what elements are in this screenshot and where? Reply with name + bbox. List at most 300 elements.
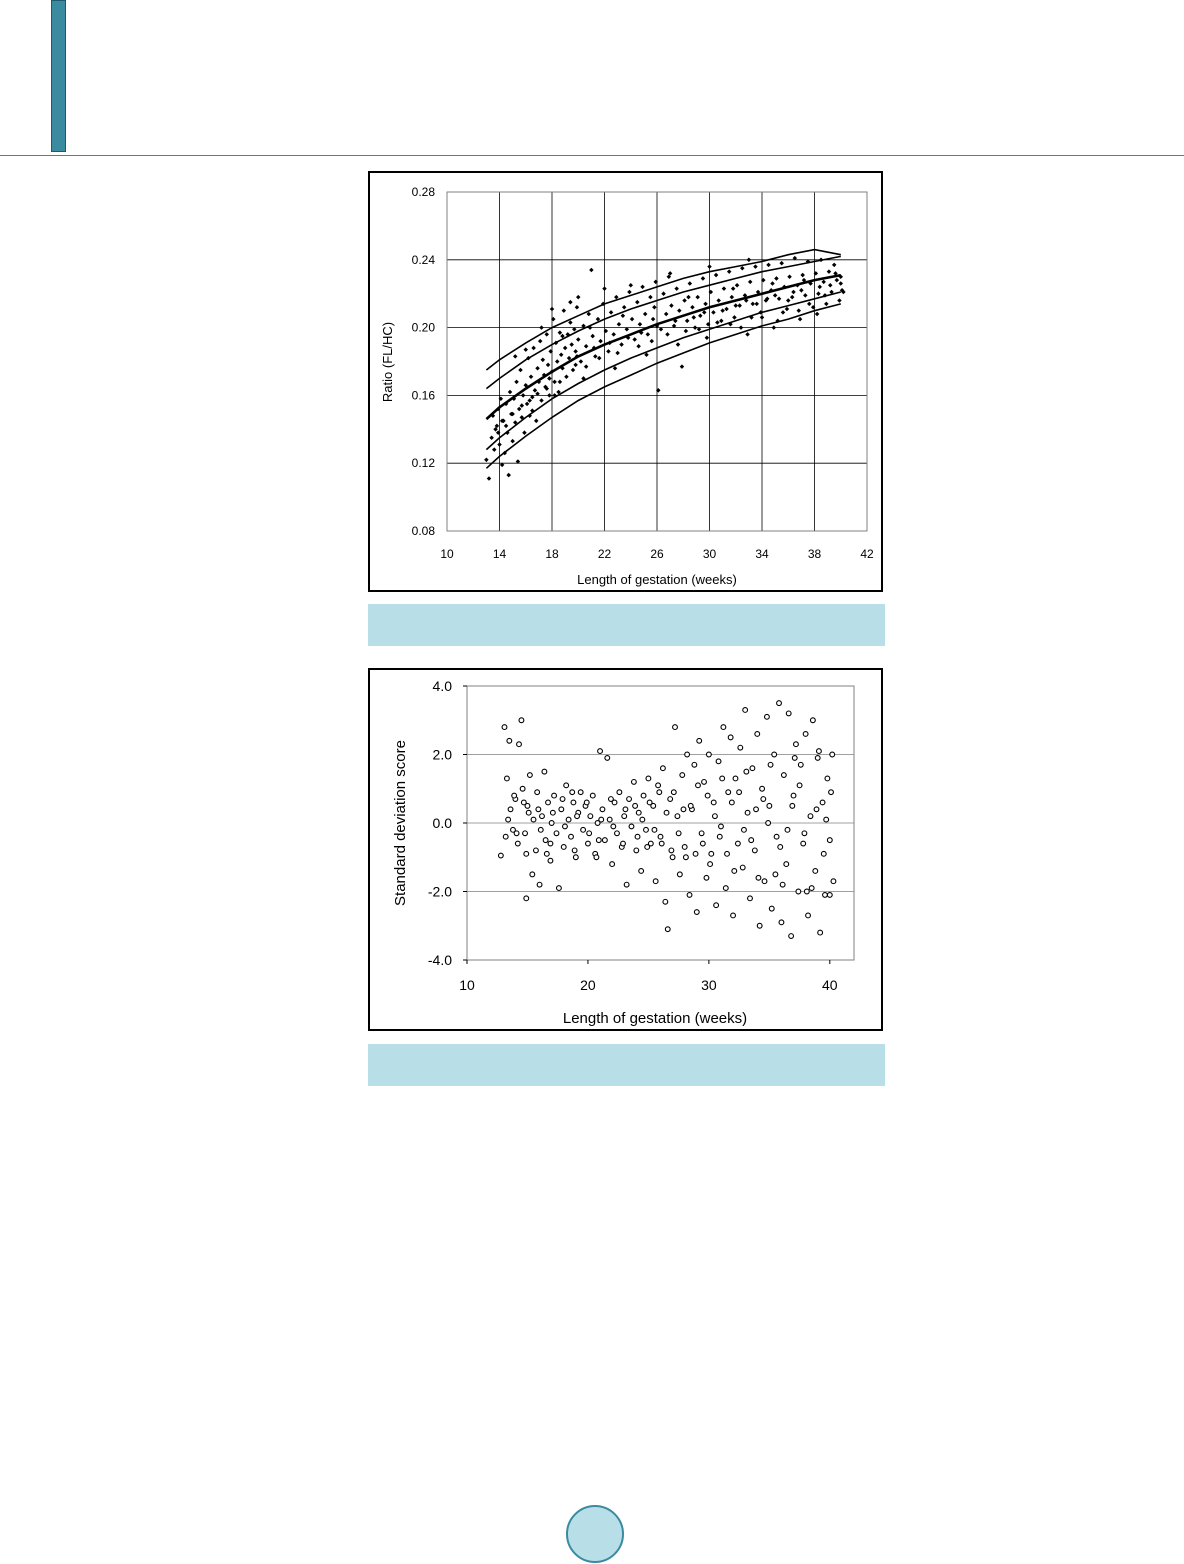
data-point [514,380,519,385]
data-point [800,273,805,278]
data-point [693,325,698,330]
data-point [593,354,598,359]
data-point [502,725,507,730]
x-tick-label: 10 [440,547,454,561]
data-point [770,281,775,286]
data-point [754,807,759,812]
data-point [566,817,571,822]
data-point [739,325,744,330]
data-point [633,803,638,808]
x-tick-label: 30 [701,977,717,993]
data-point [669,848,674,853]
y-tick-label: 4.0 [432,678,452,694]
data-point [832,263,837,268]
data-point [779,261,784,266]
data-point [664,312,669,317]
data-point [798,317,803,322]
y-tick-label: 0.16 [411,388,435,403]
data-point [796,308,801,313]
y-tick-label: 0.08 [411,524,435,538]
data-point [745,810,750,815]
data-point [726,790,731,795]
data-point [716,298,721,303]
data-point [598,339,603,344]
y-axis-label: Ratio (FL/HC) [380,321,395,403]
data-point [730,295,735,300]
data-point [791,793,796,798]
data-point [797,783,802,788]
data-point [720,308,725,313]
data-point [621,313,626,318]
x-tick-label: 38 [807,547,822,561]
data-point [711,800,716,805]
data-point [547,393,552,398]
y-tick-label: -2.0 [427,883,452,900]
data-point [646,776,651,781]
data-point [534,848,539,853]
data-point [504,424,509,429]
data-point [539,398,544,403]
data-point [497,442,502,447]
data-point [564,374,569,379]
data-point [635,834,640,839]
data-point [527,773,532,778]
data-point [686,295,691,300]
data-point [543,838,548,843]
data-point [824,817,829,822]
y-tick-label: 0.20 [411,320,435,335]
data-point [487,476,492,481]
data-point [761,797,766,802]
data-point [781,773,786,778]
percentile-curve [486,304,840,468]
data-point [649,339,654,344]
data-point [748,280,753,285]
data-point [766,821,771,826]
data-point [661,766,666,771]
data-point [698,313,703,318]
data-point [814,807,819,812]
data-point [579,359,584,364]
data-point [677,872,682,877]
data-point [751,302,756,307]
data-point [705,336,710,341]
data-point [611,332,616,337]
data-point [769,906,774,911]
data-point [727,269,732,274]
data-point [675,814,680,819]
data-point [787,274,792,279]
data-point [524,851,529,856]
data-point [571,368,576,373]
data-point [535,366,540,371]
data-point [559,352,564,357]
data-point [798,762,803,767]
data-point [575,305,580,310]
data-point [606,349,611,354]
data-point [508,390,513,395]
data-point [578,790,583,795]
x-tick-label: 18 [545,547,559,561]
data-point [790,295,795,300]
data-point [507,738,512,743]
data-point [611,824,616,829]
data-point [732,315,737,320]
data-point [560,797,565,802]
data-point [731,913,736,918]
data-point [742,827,747,832]
data-point [778,845,783,850]
header-divider [0,155,1184,156]
data-point [627,290,632,295]
data-point [561,845,566,850]
data-point [820,800,825,805]
data-point [621,841,626,846]
data-point [600,807,605,812]
data-point [732,869,737,874]
data-point [692,762,697,767]
data-point [786,298,791,303]
data-point [774,834,779,839]
data-point [661,291,666,296]
data-point [729,800,734,805]
data-point [802,831,807,836]
data-point [824,302,829,307]
data-point [738,745,743,750]
data-point [581,827,586,832]
data-point [740,266,745,271]
data-point [827,893,832,898]
data-point [624,882,629,887]
data-point [640,817,645,822]
data-point [733,303,738,308]
data-point [760,315,765,320]
data-point [656,783,661,788]
data-point [665,332,670,337]
data-point [632,337,637,342]
data-point [748,896,753,901]
data-point [636,344,641,349]
data-point [702,780,707,785]
data-point [740,865,745,870]
data-point [721,725,726,730]
data-point [584,344,589,349]
data-point [559,807,564,812]
data-point [557,886,562,891]
data-point [597,356,602,361]
figure-caption-bar-2 [368,1044,885,1086]
median-curve [486,275,840,419]
y-tick-label: 0.0 [432,815,452,831]
data-point [715,320,720,325]
data-point [549,821,554,826]
data-point [829,790,834,795]
data-point [558,380,563,385]
data-point [777,297,782,302]
data-point [673,725,678,730]
data-point [810,718,815,723]
data-point [570,790,575,795]
data-point [828,283,833,288]
data-point [813,869,818,874]
data-point [745,332,750,337]
data-point [564,783,569,788]
data-point [791,290,796,295]
data-point [542,769,547,774]
data-point [513,354,518,359]
data-point [682,845,687,850]
data-point [573,855,578,860]
data-point [530,872,535,877]
data-point [735,283,740,288]
data-point [747,258,752,263]
data-point [634,848,639,853]
data-point [569,342,574,347]
data-point [589,268,594,273]
data-point [830,752,835,757]
data-point [681,807,686,812]
data-point [697,738,702,743]
data-point [687,893,692,898]
data-point [683,855,688,860]
data-point [640,285,645,290]
ratio-scatter-svg [370,173,881,590]
data-point [489,436,494,441]
data-point [508,807,513,812]
data-point [584,800,589,805]
data-point [737,303,742,308]
data-point [554,831,559,836]
data-point [544,332,549,337]
data-point [819,258,824,263]
data-point [714,273,719,278]
data-point [688,281,693,286]
data-point [653,879,658,884]
data-point [818,930,823,935]
sds-scatter-chart [368,668,883,1031]
data-point [657,790,662,795]
data-point [794,742,799,747]
data-point [743,708,748,713]
data-point [510,439,515,444]
data-point [790,803,795,808]
data-point [760,786,765,791]
data-point [682,298,687,303]
data-point [685,752,690,757]
data-point [538,339,543,344]
data-point [779,920,784,925]
data-point [725,851,730,856]
data-point [728,735,733,740]
data-point [576,337,581,342]
data-point [605,756,610,761]
data-point [517,407,522,412]
data-point [680,364,685,369]
data-point [821,851,826,856]
data-point [806,913,811,918]
data-point [784,862,789,867]
data-point [720,776,725,781]
data-point [801,841,806,846]
data-point [707,264,712,269]
data-point [531,346,536,351]
x-tick-label: 14 [492,547,507,561]
data-point [756,875,761,880]
data-point [525,402,530,407]
data-point [693,851,698,856]
data-point [750,766,755,771]
data-point [641,793,646,798]
data-point [506,473,511,478]
data-point [789,934,794,939]
data-point [512,793,517,798]
data-point [492,447,497,452]
data-point [695,295,700,300]
data-point [690,305,695,310]
data-point [658,834,663,839]
data-point [719,824,724,829]
data-point [773,872,778,877]
data-point [514,831,519,836]
data-point [663,899,668,904]
data-point [541,358,546,363]
data-point [531,817,536,822]
data-point [572,848,577,853]
data-point [629,824,634,829]
data-point [808,814,813,819]
data-point [755,732,760,737]
data-point [777,701,782,706]
data-point [607,817,612,822]
data-point [546,363,551,368]
x-tick-label: 26 [650,547,664,561]
data-point [701,276,706,281]
data-point [584,364,589,369]
data-point [519,718,524,723]
data-point [547,376,552,381]
data-point [823,893,828,898]
data-point [523,831,528,836]
data-point [803,293,808,298]
data-point [523,347,528,352]
data-point [827,838,832,843]
figure-caption-bar-1 [368,604,885,646]
data-point [708,862,713,867]
data-point [586,841,591,846]
data-point [563,346,568,351]
data-point [809,886,814,891]
data-point [484,458,489,463]
data-point [766,263,771,268]
data-point [614,295,619,300]
data-point [602,286,607,291]
data-point [571,800,576,805]
data-point [617,322,622,327]
data-point [550,307,555,312]
data-point [781,310,786,315]
data-point [716,759,721,764]
data-point [807,302,812,307]
data-point [671,790,676,795]
data-point [837,298,842,303]
y-tick-label: 0.12 [411,456,435,471]
data-point [780,882,785,887]
data-point [617,790,622,795]
data-point [631,780,636,785]
data-point [638,322,643,327]
data-point [534,419,539,424]
data-point [688,803,693,808]
data-point [723,886,728,891]
header-accent-bar [51,0,66,152]
data-point [815,756,820,761]
data-point [704,875,709,880]
data-point [515,841,520,846]
x-tick-label: 34 [755,547,769,561]
data-point [765,714,770,719]
data-point [615,351,620,356]
data-point [527,398,532,403]
data-point [799,288,804,293]
data-point [717,834,722,839]
data-point [558,330,563,335]
data-point [731,286,736,291]
data-point [506,817,511,822]
data-point [573,349,578,354]
data-point [524,896,529,901]
data-point [552,793,557,798]
data-point [722,286,727,291]
data-point [538,827,543,832]
data-point [602,838,607,843]
data-point [831,879,836,884]
data-point [615,831,620,836]
data-point [772,752,777,757]
data-point [647,800,652,805]
data-point [772,325,777,330]
data-point [652,827,657,832]
data-point [563,824,568,829]
data-point [544,851,549,856]
data-point [705,793,710,798]
data-point [664,810,669,815]
data-point [627,797,632,802]
data-point [573,363,578,368]
data-point [644,827,649,832]
data-point [636,810,641,815]
data-point [709,851,714,856]
data-point [610,862,615,867]
data-point [635,300,640,305]
x-axis-label: Length of gestation (weeks) [562,1010,748,1027]
data-point [767,803,772,808]
data-point [827,269,832,274]
data-point [711,310,716,315]
data-point [622,305,627,310]
data-point [536,807,541,812]
data-point [520,403,525,408]
data-point [668,797,673,802]
y-tick-label: 2.0 [432,746,452,763]
data-point [669,303,674,308]
x-tick-label: 42 [860,547,874,561]
data-point [804,889,809,894]
data-point [594,855,599,860]
data-point [825,776,830,781]
data-point [680,773,685,778]
y-tick-label: -4.0 [427,952,452,968]
data-point [548,858,553,863]
